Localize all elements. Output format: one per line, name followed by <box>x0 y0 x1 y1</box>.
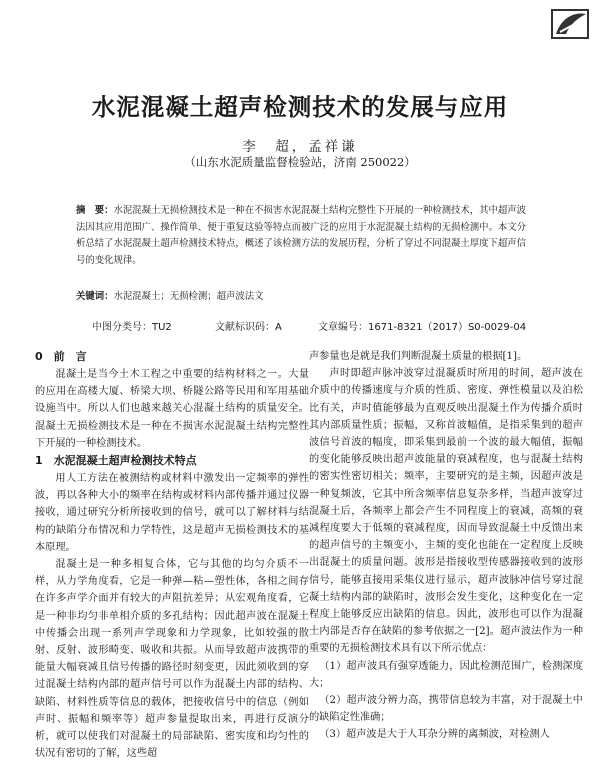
journal-logo <box>548 6 592 42</box>
paragraph: 声参量也是就是我们判断混凝土质量的根据[1]。 <box>309 351 528 362</box>
clc-number: 中图分类号：TU2 <box>92 322 172 333</box>
list-item: （3）超声波是大于人耳杂分辨的离频波，对检测人 <box>319 729 550 741</box>
authors: 李 超，孟祥谦 <box>242 139 358 155</box>
left-column <box>35 348 309 762</box>
list-item: （2）超声波分辨力高，携带信息较为丰富，对于混凝土中的缺陷定性准确； <box>309 695 583 724</box>
document-code: 文献标识码：A <box>215 322 282 333</box>
paper-title: 水泥混凝土超声检测技术的发展与应用 <box>91 93 509 121</box>
paragraph: 混凝土是当今土木工程之中重要的结构材料之一。大量的应用在高楼大厦、桥梁大坝、桥隧公路等民用和军用基础设施当中。所以人们也越来越关心混凝土结构的质量安全。混凝土无损检测技术是一种在不损害水泥混凝土结构完整性下开展的一种检测技术。 <box>35 369 309 449</box>
paragraph: 声时即超声脉冲波穿过混凝质时所用的时间，超声波在介质中的传播速度与介质的性质、密度、弹性模量以及泊松比有关，声时值能够最为直观反映出混凝土作为传播介质时其内部质量性质；振幅，又称首波幅值，是指采集到的超声波信号首波的幅度，即采集到最前一个波的最大幅值，振幅的变化能够反映出超声波能量的衰减程度，也与混凝土结构的密实性密切相关；频率，主要研究的是主频，因超声波是一种复频波，它其中所含频率信息复杂多样，当超声波穿过混凝土后，各频率上都会产生不同程度上的衰减，高频的衰减程度要大于低频的衰减程度，因而导致混凝土中反馈出来的超声信号的主频变小，主频的变化也能在一定程度上反映出混凝土的质量问题。波形是指接收型传感器接收到的波形信号，能够直接用采集仪进行显示，超声波脉冲信号穿过混凝土结构内部的缺陷时，波形会发生变化，这种变化在一定程度上能够反应出缺陷的信息。因此，波形也可以作为混凝土内部是否存在缺陷的参考依据之一[2]。超声波法作为一种重要的无损检测技术具有以下所示优点： <box>309 368 583 655</box>
abstract-label: 摘 要： <box>76 205 114 216</box>
affiliation: （山东水泥质量监督检验站，济南 250022） <box>184 155 416 169</box>
keywords <box>76 288 532 302</box>
abstract-text: 水泥混凝土无损检测技术是一种在不损害水泥混凝土结构完整性下开展的一种检测技术，其中超声波法因其应用范围广、操作简单、便于重复这验等特点而被广泛的应用于水泥混凝土结构的无损检测中。本文分析总结了水泥混凝土超声检测技术特点，概述了该检测方法的发展历程，分析了穿过不同混凝土厚度下超声信号的变化规律。 <box>76 205 527 266</box>
keywords-label: 关键词： <box>76 291 114 302</box>
keywords-text: 水泥混凝土；无损检测；超声波法文 <box>113 291 264 302</box>
article-number: 文章编号：1671-8321（2017）S0-0029-04 <box>318 322 527 333</box>
section-1-heading: 1 水泥混凝土超声检测技术特点 <box>35 454 197 468</box>
list-item: （1）超声波具有强穿透能力，因此检测范围广，检测深度大； <box>309 660 583 689</box>
paragraph: 用人工方法在被测结构或材料中激发出一定频率的弹性波，再以各种大小的频率在结构或材料内部传播并通过仪器接收，通过研究分析所接收到的信号，就可以了解材料与结构的缺陷分布情况和力学特性，这是超声无损检测技术的基本原理。 <box>35 473 309 553</box>
right-column <box>309 348 583 744</box>
paragraph: 混凝土是一种多相复合体，它与其他的均匀介质不一样，从力学角度看，它是一种弹—粘—塑性体，各相之间存在许多声学介面并有较大的声阻抗差异；从宏观角度看，它是一种非均匀非单相介质的多孔结构；因此超声波在混凝土中传播会出现一系列声学现象和力学现象，比如较强的散射、反射、波形畸变、吸收和共振。从而导致超声波携带的能量大幅衰减且信号传播的路径时刻变更，因此须收到的穿过混凝土结构内部的超声信号可以作为混凝土内部的结构、缺陷、材料性质等信息的载体，把接收信号中的信息（例如声时、振幅和频率等）超声参量提取出来，再进行反演分析，就可以使我们对混凝土的局部缺陷、密实度和均匀性的状况有密切的了解，这些超 <box>35 559 309 760</box>
abstract <box>76 203 532 269</box>
section-0-heading: 0 前 言 <box>35 350 87 363</box>
